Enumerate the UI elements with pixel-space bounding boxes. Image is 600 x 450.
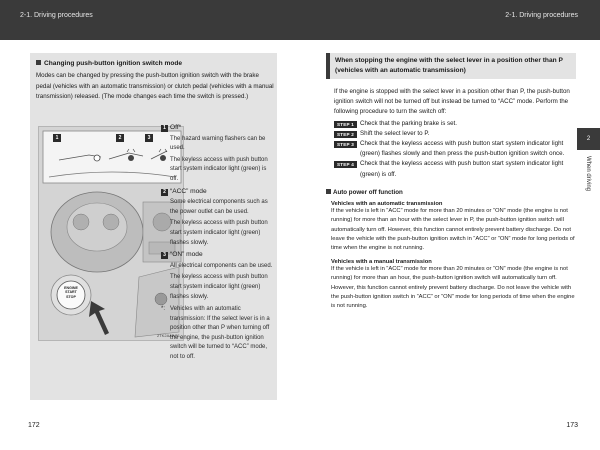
callout-2-badge: 2 (116, 134, 124, 142)
ignition-mode-panel (30, 53, 277, 400)
page-header (0, 0, 600, 40)
mode-number-badge: 3 (161, 252, 168, 259)
subheading-manual: Vehicles with a manual transmission (331, 258, 432, 265)
switch-line-2: START (65, 290, 77, 295)
step-text: Shift the select lever to P. (360, 129, 430, 137)
mode-on (161, 250, 275, 302)
step-list (326, 119, 576, 180)
step-item (334, 139, 576, 159)
paragraph-manual: If the vehicle is left in “ACC” mode for more than 20 minutes or “ON” mode (the engine is not running) for more than an hour, the push-button ignition switch will automatically turn off. However, this function cannot entirely prevent battery discharge. Do not leave the vehicle with the push-button ignition switch in “ACC” or “ON” mode for long periods of time when the engine is not running. (331, 265, 575, 310)
step-badge: STEP 1 (334, 121, 357, 128)
mode-description: Some electrical components such as the power outlet can be used. (170, 199, 268, 215)
mode-off (161, 123, 275, 185)
mode-list (161, 121, 275, 363)
note-heading-text: Auto power off function (333, 188, 403, 196)
step-text: Check that the keyless access with push button start system indicator light (green) is off. (360, 160, 564, 178)
callout-1-badge: 1 (53, 134, 61, 142)
mode-description: The keyless access with push button start system indicator light (green) flashes slowly. (170, 274, 268, 300)
chapter-tab-text: When driving (585, 156, 591, 192)
switch-line-1: ENGINE (64, 286, 78, 290)
mode-title (161, 123, 275, 133)
square-bullet-icon (36, 60, 41, 65)
step-item (334, 119, 576, 129)
mode-title-text: Off* (170, 124, 182, 131)
footnote-mark: *: (161, 306, 166, 313)
figure-code: 2TK2AAW01 (157, 333, 180, 338)
panel-intro: Modes can be changed by pressing the push-button ignition switch with the brake pedal (vehicles with an automatic transmission) or clutch pedal (vehicles with a manual transmission) released. (The mode changes each time the switch is pressed.) (36, 72, 274, 101)
step-item (334, 129, 576, 139)
step-badge: STEP 4 (334, 161, 357, 168)
header-left-title: 2-1. Driving procedures (20, 12, 93, 19)
mode-description: The keyless access with push button start system indicator light (green) is off. (170, 156, 268, 182)
mode-title (161, 187, 275, 197)
chapter-tab-label (577, 150, 600, 210)
engine-start-stop-label (57, 286, 85, 299)
page-number-right: 173 (566, 422, 578, 429)
section-intro: If the engine is stopped with the select lever in a position other than P, the push-button ignition switch will not be turned off but instead be turned to “ACC” mode. Perform the following procedure to turn the switch off: (334, 88, 570, 116)
mode-title-text: “ACC” mode (170, 187, 207, 195)
panel-title-text: Changing push-button ignition switch mode (44, 60, 183, 67)
note-heading (326, 189, 576, 196)
mode-number-badge: 1 (161, 125, 168, 132)
mode-title-text: “ON” mode (170, 251, 203, 259)
mode-title (161, 250, 275, 260)
square-bullet-icon (326, 189, 331, 194)
footnote (161, 305, 275, 363)
step-badge: STEP 2 (334, 131, 357, 138)
section-heading: When stopping the engine with the select lever in a position other than P (vehicles with an automatic transmission) (326, 53, 576, 79)
header-right-title: 2-1. Driving procedures (505, 12, 578, 19)
callout-3-badge: 3 (145, 134, 153, 142)
chapter-tab: 2 (577, 128, 600, 150)
step-item (334, 159, 576, 179)
switch-line-3: STOP (66, 294, 76, 299)
step-text: Check that the keyless access with push button start system indicator light (green) flashes slowly and then press the push-button ignition switch once. (360, 140, 565, 158)
step-text: Check that the parking brake is set. (360, 119, 457, 127)
mode-description: All electrical components can be used. (170, 262, 273, 269)
mode-number-badge: 2 (161, 189, 168, 196)
subheading-automatic: Vehicles with an automatic transmission (331, 200, 443, 207)
mode-description: The hazard warning flashers can be used. (170, 135, 266, 152)
paragraph-automatic: If the vehicle is left in “ACC” mode for more than 20 minutes or “ON” mode (the engine is not running) for more than an hour with the select lever in P, the push-button ignition switch will automatically turn off. However, this function cannot entirely prevent battery discharge. Do not leave the vehicle with the push-button ignition switch in “ACC” or “ON” mode for long periods of time when the engine is not running. (331, 207, 575, 252)
mode-acc (161, 187, 275, 249)
footnote-text: Vehicles with an automatic transmission: If the select lever is in a position other than P when turning off the engine, the push-button ignition switch will be turned to “ACC” mode, not to off. (170, 306, 270, 361)
right-column (326, 53, 576, 312)
step-badge: STEP 3 (334, 141, 357, 148)
panel-title (36, 60, 274, 67)
page-number-left: 172 (28, 422, 40, 429)
mode-description: The keyless access with push button start system indicator light (green) flashes slowly. (170, 220, 268, 246)
